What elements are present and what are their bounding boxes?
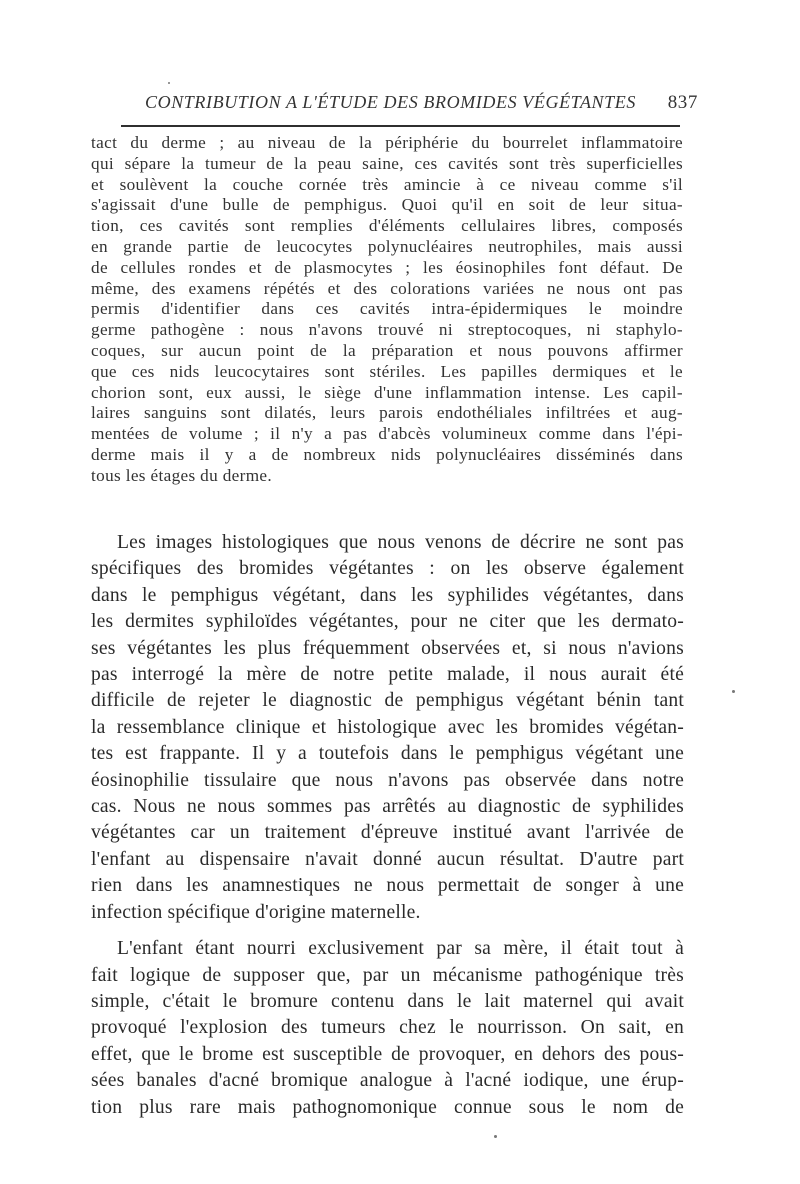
text-line: et soulèvent la couche cornée très amincie à ce niveau comme s'il <box>91 174 683 194</box>
text-line: que ces nids leucocytaires sont stériles. Les papilles dermiques et le <box>91 361 683 381</box>
text-line: cas. Nous ne nous sommes pas arrêtés au diagnostic de syphilides <box>91 796 684 818</box>
text-line: qui sépare la tumeur de la peau saine, ces cavités sont très superficielles <box>91 153 683 173</box>
text-line: effet, que le brome est susceptible de provoquer, en dehors des pous- <box>91 1043 684 1065</box>
text-line: tion plus rare mais pathognomonique connue sous le nom de <box>91 1096 684 1118</box>
text-line: rien dans les anamnestiques ne nous permettait de songer à une <box>91 875 684 897</box>
print-speck <box>494 1135 497 1138</box>
text-line: germe pathogène : nous n'avons trouvé ni streptocoques, ni staphylo- <box>91 320 683 340</box>
paragraph-histology <box>91 530 684 926</box>
paragraph-bromide <box>91 936 684 1121</box>
text-line: spécifiques des bromides végétantes : on les observe également <box>91 558 684 580</box>
text-line: même, des examens répétés et des colorations variées ne nous ont pas <box>91 278 683 298</box>
text-line: difficile de rejeter le diagnostic de pemphigus végétant bénin tant <box>91 690 684 712</box>
text-line: laires sanguins sont dilatés, leurs parois endothéliales infiltrées et aug- <box>91 403 683 423</box>
text-line: coques, sur aucun point de la préparation et nous pouvons affirmer <box>91 340 683 360</box>
text-line: en grande partie de leucocytes polynucléaires neutrophiles, mais aussi <box>91 236 683 256</box>
small-print-paragraph <box>91 133 683 487</box>
text-line: végétantes car un traitement d'épreuve institué avant l'arrivée de <box>91 822 684 844</box>
text-line: dans le pemphigus végétant, dans les syphilides végétantes, dans <box>91 584 684 606</box>
text-line: chorion sont, eux aussi, le siège d'une inflammation intense. Les capil- <box>91 382 683 402</box>
text-line: permis d'identifier dans ces cavités intra-épidermiques le moindre <box>91 299 683 319</box>
text-line: tion, ces cavités sont remplies d'éléments cellulaires libres, composés <box>91 216 683 236</box>
text-line: la ressemblance clinique et histologique avec les bromides végétan- <box>91 716 684 738</box>
text-line: L'enfant étant nourri exclusivement par sa mère, il était tout à <box>117 938 684 960</box>
text-line: simple, c'était le bromure contenu dans le lait maternel qui avait <box>91 990 684 1012</box>
text-line: mentées de volume ; il n'y a pas d'abcès volumineux comme dans l'épi- <box>91 424 683 444</box>
text-line: provoqué l'explosion des tumeurs chez le nourrisson. On sait, en <box>91 1017 684 1039</box>
text-line: sées banales d'acné bromique analogue à l'acné iodique, une érup- <box>91 1070 684 1092</box>
text-line: Les images histologiques que nous venons de décrire ne sont pas <box>117 532 684 553</box>
text-line: infection spécifique d'origine maternelle. <box>91 901 421 923</box>
text-line: les dermites syphiloïdes végétantes, pour ne citer que les dermato- <box>91 611 684 633</box>
text-line: ses végétantes les plus fréquemment observées et, si nous n'avions <box>91 637 684 659</box>
text-line: tous les étages du derme. <box>91 465 273 485</box>
page-number: 837 <box>667 92 698 113</box>
text-line: fait logique de supposer que, par un mécanisme pathogénique très <box>91 964 684 986</box>
paragraph-spacer <box>91 926 684 936</box>
body-text <box>91 530 684 1121</box>
print-speck <box>732 690 735 693</box>
text-line: éosinophilie tissulaire que nous n'avons pas observée dans notre <box>91 769 684 791</box>
text-line: s'agissait d'une bulle de pemphigus. Quoi qu'il en soit de leur situa- <box>91 195 683 215</box>
print-speck <box>168 82 170 84</box>
running-title: CONTRIBUTION A L'ÉTUDE DES BROMIDES VÉGÉTANTES <box>145 92 636 112</box>
text-line: derme mais il y a de nombreux nids polynucléaires disséminés dans <box>91 444 683 464</box>
text-line: tact du derme ; au niveau de la périphérie du bourrelet inflammatoire <box>91 133 683 152</box>
header-rule <box>121 125 680 127</box>
text-line: pas interrogé la mère de notre petite malade, il nous aurait été <box>91 664 684 686</box>
text-line: de cellules rondes et de plasmocytes ; les éosinophiles font défaut. De <box>91 257 683 277</box>
text-line: l'enfant au dispensaire n'avait donné aucun résultat. D'autre part <box>91 848 684 870</box>
text-line: tes est frappante. Il y a toutefois dans le pemphigus végétant une <box>91 743 684 765</box>
running-header <box>145 92 698 113</box>
